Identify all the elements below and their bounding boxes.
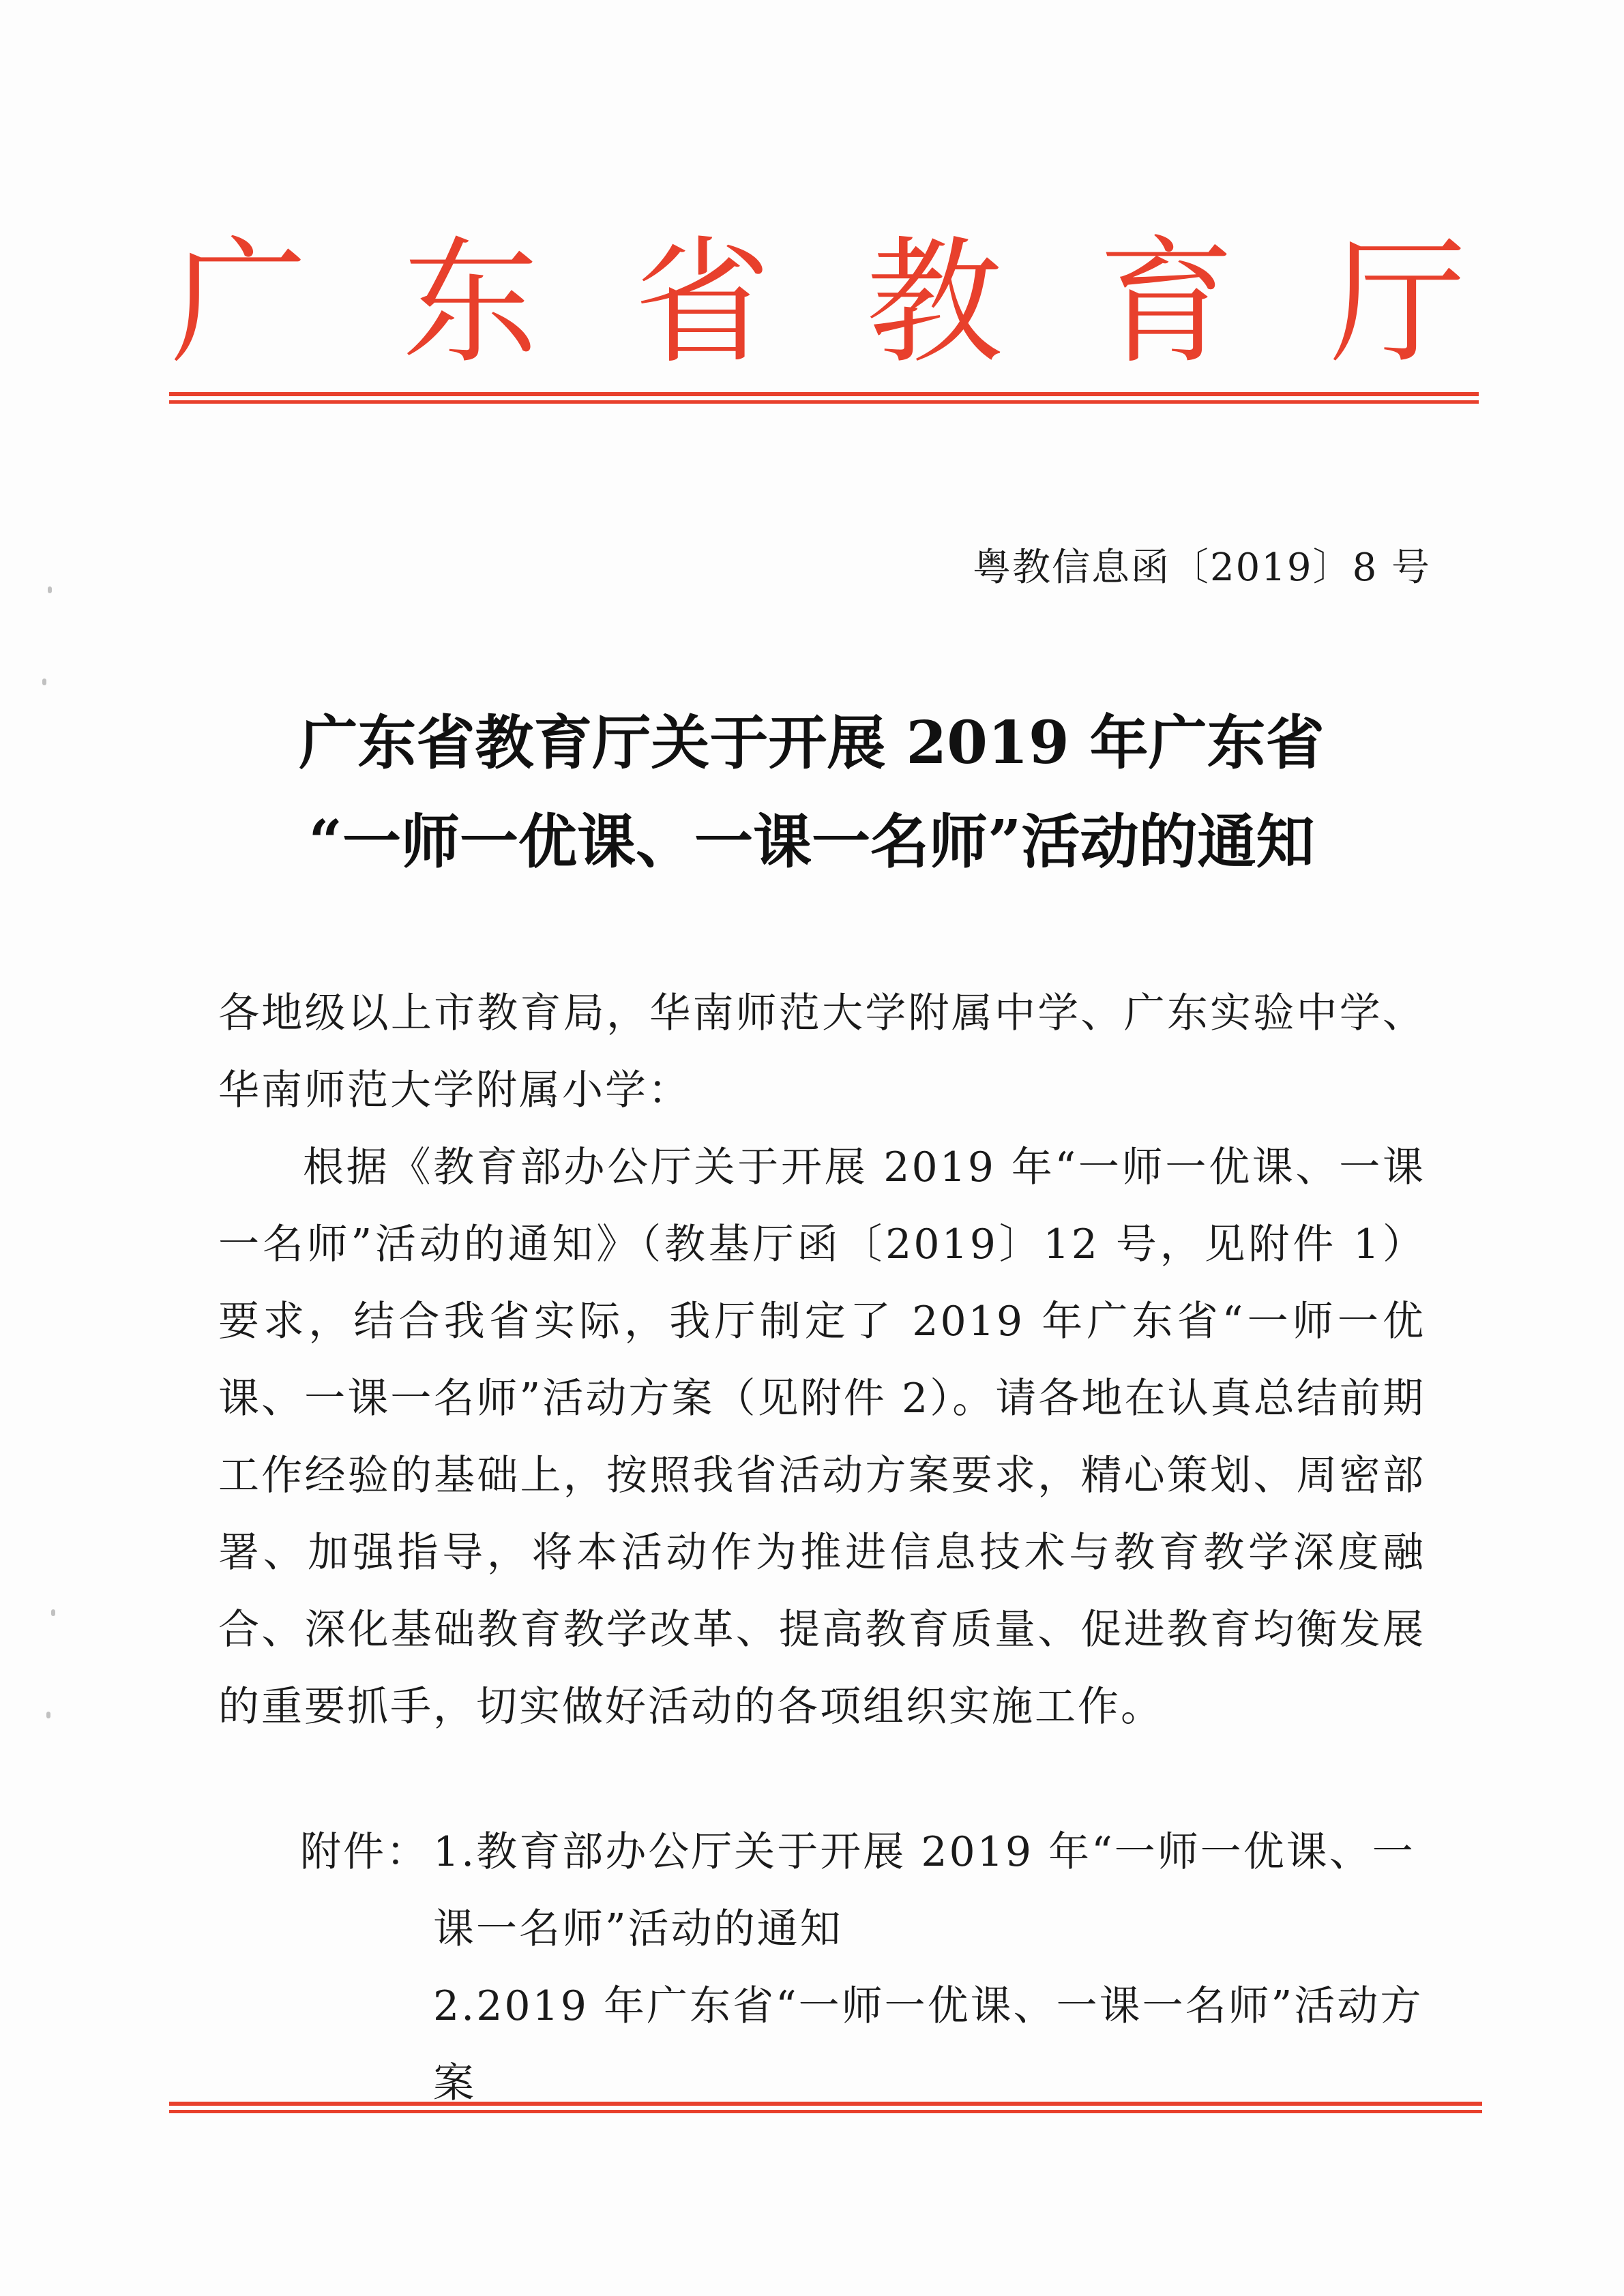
- attachments-block: [300, 1814, 1432, 2122]
- letterhead-char: 省: [634, 224, 771, 383]
- scan-speck: [42, 679, 46, 685]
- attachment-row: [300, 1968, 1432, 2122]
- scan-speck: [48, 586, 52, 593]
- attachment-item: 2.2019 年广东省“一师一优课、一课一名师”活动方案: [433, 1982, 1423, 2107]
- attachment-item: 1.教育部办公厅关于开展 2019 年“一师一优课、一课一名师”活动的通知: [433, 1828, 1415, 1953]
- letterhead-char: 广: [171, 224, 308, 383]
- attachment-row: [300, 1814, 1432, 1968]
- document-number: 粤教信息函〔2019〕8 号: [973, 546, 1431, 590]
- letterhead-char: 育: [1097, 224, 1235, 383]
- body-paragraph: 根据《教育部办公厅关于开展 2019 年“一师一优课、一课一名师”活动的通知》（教基厅函〔2019〕12 号，见附件 1）要求，结合我省实际，我厅制定了 2019 年广东省“一师一优课、一课一名师”活动方案（见附件 2）。请各地在认真总结前期工作经验的基础上，按照我省活动方案要求，精心策划、周密部署、加强指导，将本活动作为推进信息技术与教育教学深度融合、深化基础教育教学改革、提高教育质量、促进教育均衡发展的重要抓手，切实做好活动的各项组织实施工作。: [218, 1144, 1426, 1731]
- document-title-line-1: 广东省教育厅关于开展 2019 年广东省: [299, 709, 1325, 777]
- footer-rule: [169, 2102, 1482, 2113]
- letterhead: [171, 225, 1466, 382]
- scan-speck: [46, 1712, 50, 1718]
- letterhead-char: 厅: [1329, 224, 1466, 383]
- letterhead-rule: [169, 392, 1479, 404]
- scan-speck: [51, 1609, 55, 1616]
- letterhead-char: 教: [866, 224, 1003, 383]
- letterhead-char: 东: [402, 224, 539, 383]
- document-title-line-2: “一师一优课、一课一名师”活动的通知: [308, 807, 1315, 876]
- addressee: 各地级以上市教育局，华南师范大学附属中学、广东实验中学、华南师范大学附属小学：: [218, 989, 1426, 1114]
- attachments-label: 附件：: [300, 1828, 429, 1876]
